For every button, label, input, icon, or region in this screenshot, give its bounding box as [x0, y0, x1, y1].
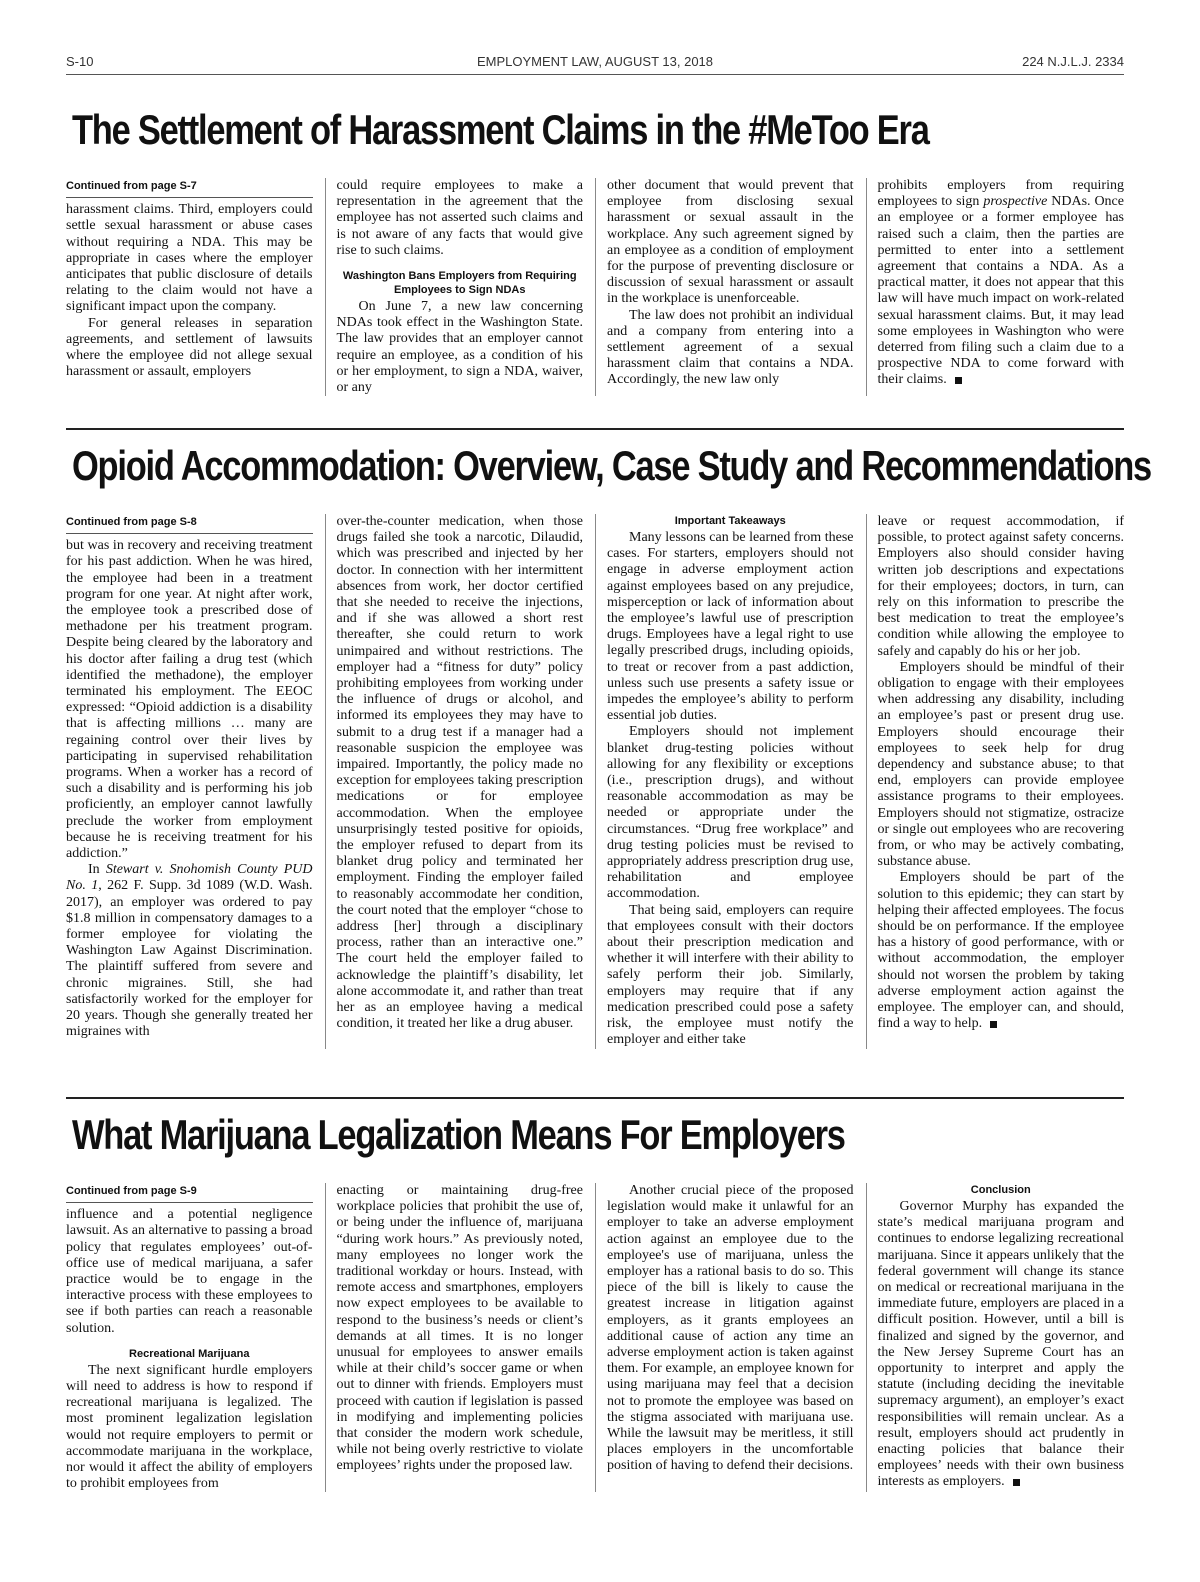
paragraph: over-the-counter medication, when those drugs failed she took a narcotic, Dilaudid, which was prescribed and injected by her doctor. In connection with her intermittent absences from work, her doctor certified that she needed to receive the injections, and if she was allowed a short rest thereafter, she could return to work unimpaired and without restrictions. The employer had a “fitness for duty” policy prohibiting employees from working under the influence of drugs or alcohol, and informed its employees they may have to submit to a drug test if a manager had a reasonable suspicion the employee was impaired. Importantly, the policy made no exception for employees taking prescription medications or for employee accommodation. When the employee unsurprisingly tested positive for opioids, the employer refused to depart from its blanket drug policy and terminated her employment. Finding the employer failed to reasonably accommodate her condition, the court noted that the employer “chose to address [her] through a disciplinary process, rather than an interactive one.” The court held the employer failed to acknowledge the plaintiff’s disability, let alone accommodate it, and rather than treat her as an employee having a medical condition, it treated her like a drug abuser.	[336, 514, 583, 1032]
text-run: Employers should be part of the solution to this epidemic; they can start by helping their affected employees. The focus should be on performance. If the employee has a history of good performance, with or without accommodation, the employer should not worsen the problem by taking adverse employment action against the employee. The employer can, and should, find a way to help.	[877, 870, 1124, 1032]
paragraph: enacting or maintaining drug-free workplace policies that prohibit the use of, or being under the influence of, marijuana “during work hours.” As previously noted, many employees no longer work the traditional workday or hours. Instead, with remote access and smartphones, employers now expect employees to be available to respond to the business’s needs or client’s demands at all times. It is no longer unusual for employees to answer emails while at their child’s soccer game or when out to dinner with friends. Employers must proceed with caution if legislation is passed in modifying and implementing policies that consider the modern work schedule, while not being overly restrictive to violate employees’ rights under the proposed law.	[336, 1183, 583, 1474]
paragraph: influence and a potential negligence lawsuit. As an alternative to passing a broad policy that regulates employees’ out-of-office use of medical marijuana, a safer practice would be to engage in the interactive process with these employees to see if both parties can reach a reasonable solution.	[66, 1207, 313, 1336]
paragraph	[66, 862, 313, 1040]
text-run: prohibits employers from requiring employees to sign	[877, 178, 1124, 210]
paragraph: For general releases in separation agreements, and settlement of lawsuits where the employee did not allege sexual harassment or assault, employers	[66, 315, 313, 380]
text-run: NDAs. Once an employee or a former employee has raised such a claim, then the parties are permitted to enter into a settlement agreement that contains a NDA. As a practical matter, it does not appear that this law will have much impact on work-related sexual harassment claims. But, it may lead some employees in Washington who were deterred from filing such a claim due to a prospective NDA to come forward with their claims.	[877, 194, 1124, 388]
end-of-article-mark	[990, 1021, 997, 1028]
article-opioid-accommodation	[66, 436, 1151, 1048]
text-run: In	[88, 862, 106, 878]
section-divider	[66, 428, 1124, 430]
paragraph: could require employees to make a representation in the agreement that the employee has not asserted such claims and is not aware of any facts that would give rise to such claims.	[336, 178, 583, 258]
column-1	[66, 178, 313, 396]
column-3	[607, 1183, 854, 1492]
paragraph: harassment claims. Third, employers could settle sexual harassment or abuse cases without requiring a NDA. This may be appropriate in cases where the employer anticipates that public disclosure of details relating to the claim would not have a significant impact upon the company.	[66, 202, 313, 315]
subheading: Washington Bans Employers from Requiring Employees to Sign NDAs	[342, 270, 577, 297]
text-run: Governor Murphy has expanded the state’s medical marijuana program and continues to endorse legalizing recreational marijuana. Since it appears unlikely that the federal government will change its stance on medical or recreational marijuana in the immediate future, employers are placed in a difficult position. However, until a bill is finalized and signed by the governor, and the New Jersey Supreme Court has an opportunity to interpret and apply the statute (including deciding the inevitable supremacy argument), an employer’s exact responsibilities will remain unclear. As a result, employers should act prudently in enacting policies that balance their employees’ needs with their own business interests as employers.	[877, 1199, 1124, 1490]
article-marijuana-legalization	[66, 1105, 1124, 1492]
column-2	[337, 1183, 584, 1492]
paragraph	[878, 1199, 1125, 1491]
publication-line: EMPLOYMENT LAW, AUGUST 13, 2018	[476, 54, 714, 69]
article-metoo-settlement	[66, 100, 1124, 396]
column-2	[337, 514, 584, 1049]
column-1	[66, 514, 313, 1049]
case-citation: Stewart v. Snohomish County PUD No. 1	[66, 862, 313, 894]
continued-from-label: Continued from page S-8	[66, 514, 313, 534]
section-divider	[66, 1097, 1124, 1099]
column-4	[878, 1183, 1125, 1492]
italic-text-run: prospective	[983, 194, 1048, 210]
paragraph: Employers should not implement blanket drug-testing policies without allowing for any flexibility or exceptions (i.e., prescription drugs), and without reasonable accommodation as may be needed or appropriate under the circumstances. “Drug free workplace” and drug testing policies must be revised to appropriately address prescription drug use, rehabilitation and employee accommodation.	[607, 724, 854, 902]
column-3	[607, 178, 854, 396]
continued-from-label: Continued from page S-9	[66, 1183, 313, 1203]
end-of-article-mark	[955, 377, 962, 384]
text-run: , 262 F. Supp. 3d 1089 (W.D. Wash. 2017), an employer was ordered to pay $1.8 million in compensatory damages to a former employee for violating the Washington Law Against Discrimination. The plaintiff suffered from severe and chronic migraines. Still, she had satisfactorily worked for the employer for 20 years. Though she generally treated her migraines with	[66, 878, 313, 1040]
subheading: Recreational Marijuana	[129, 1347, 250, 1360]
paragraph: The next significant hurdle employers will need to address is how to respond if recreational marijuana is legalized. The most prominent legalization legislation would not require employers to permit or accommodate marijuana in the workplace, nor would it affect the ability of employers to prohibit employees from	[66, 1362, 313, 1492]
column-4	[878, 514, 1125, 1049]
article-columns	[66, 1183, 1124, 1492]
paragraph	[878, 870, 1125, 1032]
paragraph: Many lessons can be learned from these cases. For starters, employers should not engage in adverse employment action against employees based on any prejudice, misperception or lack of information about the employee’s lawful use of prescription drugs. Employees have a legal right to use legally prescribed drugs, including opioids, to treat or recover from a past addiction, unless such use presents a safety issue or impedes the employee’s ability to perform essential job duties.	[607, 530, 854, 724]
paragraph: leave or request accommodation, if possible, to protect against safety concerns. Employers also should consider having written job descriptions and expectations for their employees; doctors, in turn, can rely on this information to prescribe the best medication to treat the employee’s condition while allowing the employee to safely and capably do his or her job.	[877, 514, 1124, 659]
end-of-article-mark	[1013, 1479, 1020, 1486]
paragraph: other document that would prevent that employee from disclosing sexual harassment or sexual assault in the workplace. Any such agreement signed by an employee as a condition of employment for the purpose of preventing disclosure or discussion of sexual harassment or assault in the workplace is unenforceable.	[607, 178, 854, 307]
paragraph: The law does not prohibit an individual and a company from entering into a settlement agreement of a sexual harassment claim that contains a NDA. Accordingly, the new law only	[607, 307, 854, 388]
paragraph: On June 7, a new law concerning NDAs took effect in the Washington State. The law provides that an employer cannot require an employee, as a condition of his or her employment, to sign a NDA, waiver, or any	[336, 299, 583, 396]
column-1	[66, 1183, 313, 1492]
subheading: Important Takeaways	[674, 515, 786, 527]
article-columns	[66, 514, 1124, 1049]
paragraph	[878, 178, 1125, 389]
continued-from-label: Continued from page S-7	[66, 178, 313, 198]
citation: 224 N.J.L.J. 2334	[1022, 54, 1124, 69]
paragraph: Another crucial piece of the proposed legislation would make it unlawful for an employer to take an adverse employment action against an employee due to the employee's use of marijuana, unless the employer has a rational basis to do so. This piece of the bill is likely to cause the greatest increase in litigation against employers, as it grants employees an additional cause of action any time an adverse employment action is taken against them. For example, an employee known for using marijuana may feel that a decision not to promote the employee was based on the stigma associated with marijuana use. While the lawsuit may be meritless, it still places employers in the uncomfortable position of having to defend their decisions.	[607, 1183, 854, 1474]
column-4	[878, 178, 1125, 396]
column-3	[607, 514, 854, 1049]
column-2	[337, 178, 584, 396]
headline: Opioid Accommodation: Overview, Case Study and Recommendations	[72, 442, 1151, 489]
paragraph: That being said, employers can require that employees consult with their doctors about their prescription medication and whether it will interfere with their ability to safely perform their job. Similarly, employers may require that if any medication prescribed could pose a safety risk, the employee must notify the employer and either take	[607, 902, 854, 1048]
page-number: S-10	[66, 54, 94, 69]
subheading: Conclusion	[970, 1184, 1031, 1196]
headline: What Marijuana Legalization Means For Employers	[72, 1111, 845, 1158]
paragraph: but was in recovery and receiving treatment for his past addiction. When he was hired, the employee had been in a treatment program for one year. At night after work, the employee took a prescribed dose of methadone per his treatment program. Despite being cleared by the laboratory and his doctor after failing a drug test (which identified the methadone), the employer terminated his employment. The EEOC expressed: “Opioid addiction is a disability that is affecting millions … many are regaining control over their lives by participating in supervised rehabilitation programs. When a worker has a record of such a disability and is performing his job proficiently, an employer cannot lawfully preclude the worker from employment because he is receiving treatment for his addiction.”	[66, 538, 313, 862]
headline: The Settlement of Harassment Claims in the #MeToo Era	[72, 106, 929, 153]
page-header	[66, 50, 1124, 75]
paragraph: Employers should be mindful of their obligation to engage with their employees when addressing any disability, including an employee’s past or present drug use. Employers should encourage their employees to seek help for drug dependency and substance abuse; to that end, employers can provide employee assistance programs to their employees. Employers should not stigmatize, ostracize or single out employees who are recovering from, or who may be actively combating, substance abuse.	[877, 659, 1124, 870]
article-columns	[66, 178, 1124, 396]
